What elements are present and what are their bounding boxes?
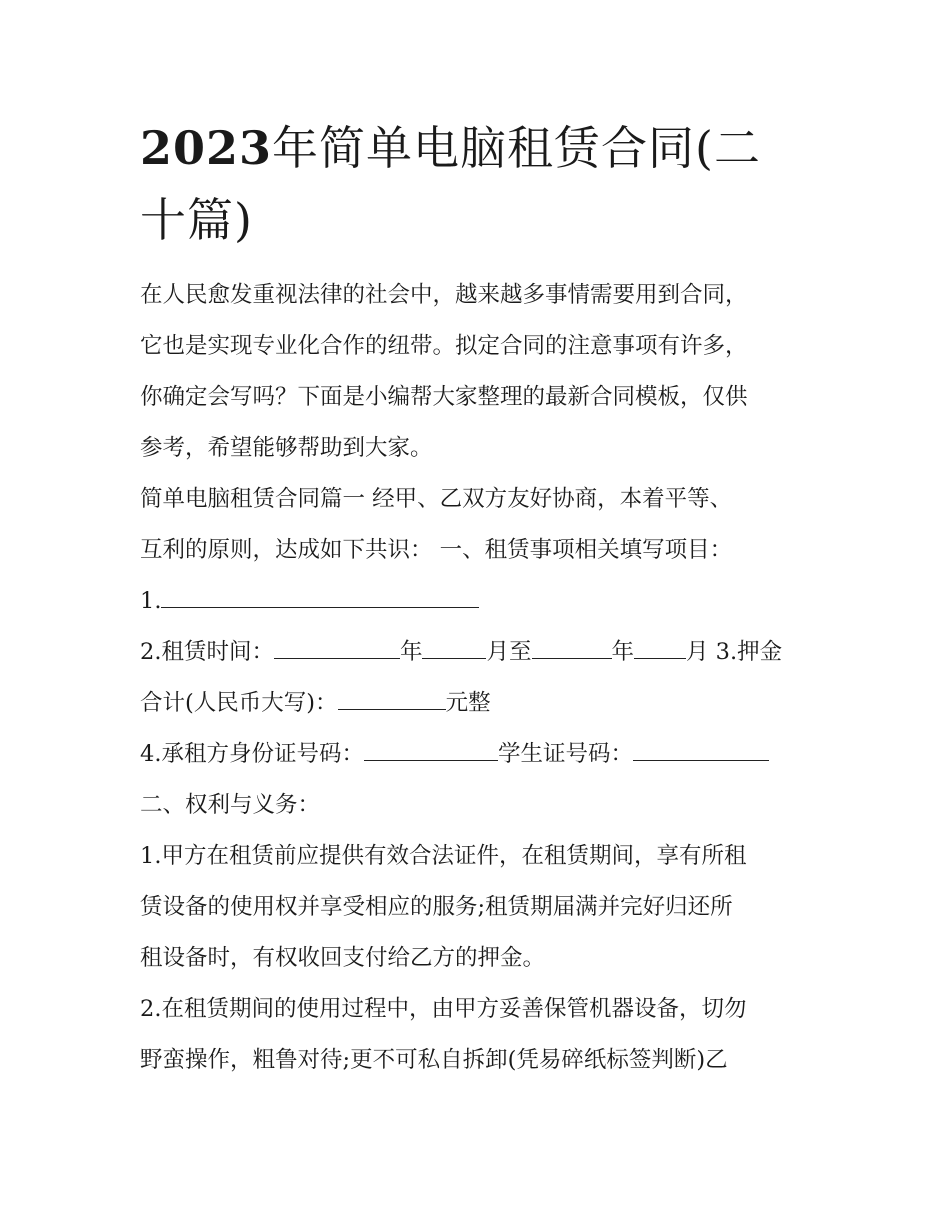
clause-line-2: 赁设备的使用权并享受相应的服务;租赁期届满并完好归还所 bbox=[140, 894, 733, 920]
end-month-blank bbox=[634, 636, 686, 659]
title-line2: 十篇) bbox=[140, 193, 253, 247]
intro-line-1: 在人民愈发重视法律的社会中，越来越多事情需要用到合同， bbox=[140, 282, 748, 308]
document-body bbox=[140, 270, 820, 1086]
contract-line-1: 简单电脑租赁合同篇一 经甲、乙双方友好协商，本着平等、 bbox=[140, 486, 733, 512]
item-4-student-label: 学生证号码： bbox=[497, 741, 633, 767]
item-2-month-2: 月 3.押金 bbox=[686, 639, 783, 665]
title-year: 2023 bbox=[140, 121, 273, 175]
intro-line-2: 它也是实现专业化合作的纽带。拟定合同的注意事项有许多， bbox=[140, 333, 748, 359]
item-1-prefix: 1. bbox=[140, 588, 162, 614]
start-month-blank bbox=[422, 636, 486, 659]
clause-line-5: 野蛮操作，粗鲁对待;更不可私自拆卸(凭易碎纸标签判断)乙 bbox=[140, 1047, 728, 1073]
item-2-year-1: 年 bbox=[399, 639, 423, 665]
clause-line-3: 租设备时，有权收回支付给乙方的押金。 bbox=[140, 945, 546, 971]
contract-line-2: 互利的原则，达成如下共识： 一、租赁事项相关填写项目： bbox=[140, 537, 733, 563]
id-number-blank bbox=[364, 738, 498, 761]
intro-line-4: 参考，希望能够帮助到大家。 bbox=[140, 435, 433, 461]
title-line1: 年简单电脑租赁合同(二 bbox=[272, 121, 761, 175]
deposit-blank bbox=[338, 687, 446, 710]
item-2-month-1: 月至 bbox=[486, 639, 532, 665]
clause-line-4: 2.在租赁期间的使用过程中，由甲方妥善保管机器设备，切勿 bbox=[140, 996, 747, 1022]
clause-line-1: 1.甲方在租赁前应提供有效合法证件，在租赁期间，享有所租 bbox=[140, 843, 747, 869]
item-3-label: 合计(人民币大写)： bbox=[140, 690, 338, 716]
item-1-blank bbox=[161, 585, 479, 608]
document-title bbox=[140, 112, 820, 256]
section-2-heading: 二、权利与义务： bbox=[140, 792, 321, 818]
item-2-line bbox=[140, 627, 820, 678]
item-2-year-2: 年 bbox=[611, 639, 635, 665]
item-2-label: 2.租赁时间： bbox=[140, 639, 274, 665]
student-id-blank bbox=[633, 738, 769, 761]
start-year-blank bbox=[274, 636, 400, 659]
item-1-line bbox=[140, 576, 820, 627]
item-3-line bbox=[140, 678, 820, 729]
item-3-suffix: 元整 bbox=[445, 690, 491, 716]
end-year-blank bbox=[532, 636, 612, 659]
intro-line-3: 你确定会写吗？下面是小编帮大家整理的最新合同模板，仅供 bbox=[140, 384, 748, 410]
item-4-line bbox=[140, 729, 820, 780]
item-4-label: 4.承租方身份证号码： bbox=[140, 741, 364, 767]
